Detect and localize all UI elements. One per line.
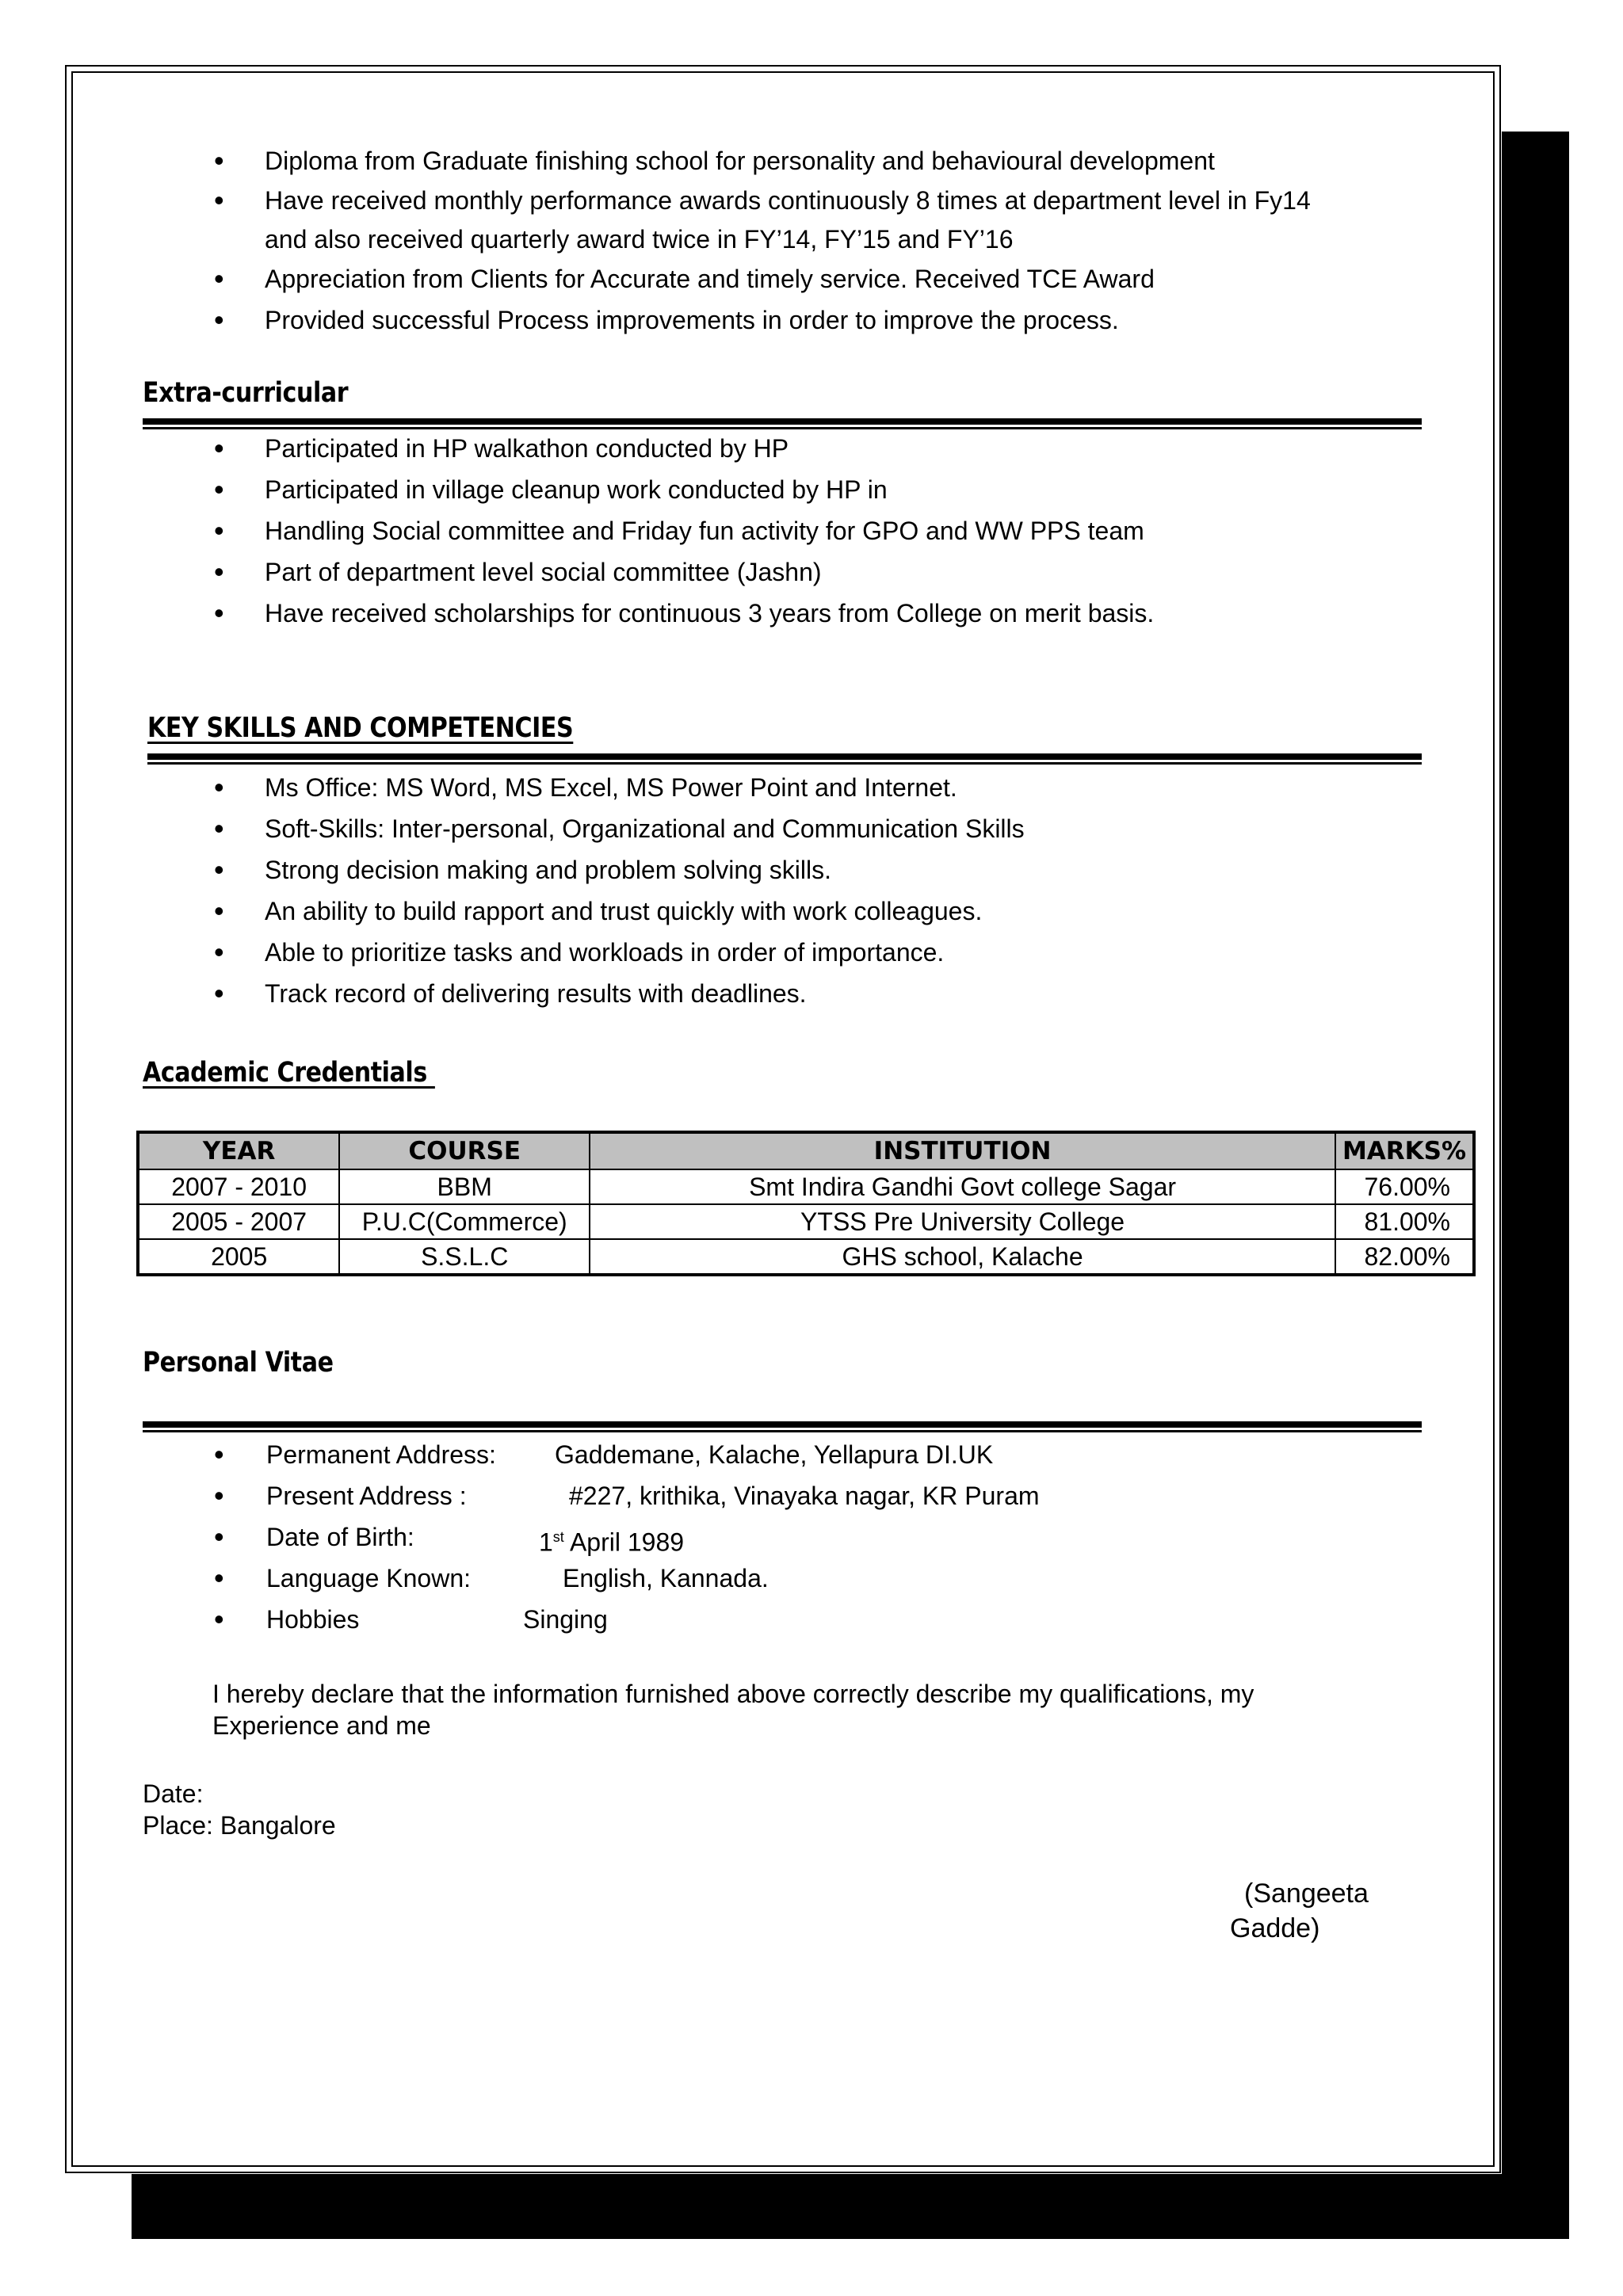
- address-label: Permanent Address:: [266, 1440, 496, 1469]
- list-item-text: Have received scholarships for continuous 3 years from College on merit basis.: [265, 599, 1155, 627]
- date-label: Date:: [143, 1779, 204, 1808]
- cell-year: 2005: [138, 1239, 339, 1275]
- column-header-marks: MARKS%: [1335, 1132, 1474, 1169]
- achievement-text: Diploma from Graduate finishing school for personality and behavioural development: [265, 147, 1215, 175]
- cell-institution: GHS school, Kalache: [590, 1239, 1335, 1275]
- bullet: •: [214, 1520, 224, 1553]
- hobbies-value: Singing: [523, 1605, 608, 1634]
- list-item: [214, 808, 1403, 849]
- dob-suffix: st: [552, 1529, 564, 1545]
- column-header-course: COURSE: [339, 1132, 590, 1169]
- section-heading-academic: Academic Credentials: [143, 1057, 435, 1089]
- place-label: Place: Bangalore: [143, 1811, 336, 1840]
- dob-rest: April 1989: [563, 1527, 685, 1557]
- achievement-text: Have received monthly performance awards continuously 8 times at department level in Fy14: [265, 186, 1311, 215]
- present-label: Present Address :: [266, 1482, 467, 1510]
- cell-year: 2005 - 2007: [138, 1204, 339, 1239]
- achievement-text: Provided successful Process improvements in order to improve the process.: [265, 306, 1119, 334]
- key-skills-list: [214, 767, 1403, 1014]
- achievement-text: and also received quarterly award twice in FY’14, FY’15 and FY’16: [265, 225, 1014, 254]
- list-item-text: Strong decision making and problem solving skills.: [265, 856, 832, 884]
- list-item-text: Track record of delivering results with deadlines.: [265, 979, 807, 1008]
- bullet: •: [214, 1438, 224, 1470]
- table-row: [138, 1169, 1474, 1204]
- list-item: [214, 299, 1403, 341]
- list-item: [214, 767, 1403, 808]
- section-rule: [147, 753, 1422, 765]
- column-header-year: YEAR: [138, 1132, 339, 1169]
- academic-table: [136, 1131, 1476, 1276]
- page-shadow-right: [1502, 132, 1569, 2174]
- list-item: [214, 849, 1403, 891]
- list-item: [214, 469, 1403, 510]
- dob-day: 1: [539, 1527, 553, 1557]
- bullet: •: [214, 1479, 224, 1512]
- cell-institution: Smt Indira Gandhi Govt college Sagar: [590, 1169, 1335, 1204]
- cell-course: BBM: [339, 1169, 590, 1204]
- list-item-text: Ms Office: MS Word, MS Excel, MS Power Point and Internet.: [265, 773, 957, 802]
- section-heading-key-skills: KEY SKILLS AND COMPETENCIES: [147, 712, 574, 744]
- list-item-text: Participated in HP walkathon conducted by HP: [265, 434, 789, 463]
- list-item: [214, 428, 1403, 469]
- dob-label: Date of Birth:: [266, 1523, 414, 1551]
- list-item: [214, 891, 1403, 932]
- cell-course: P.U.C(Commerce): [339, 1204, 590, 1239]
- cell-institution: YTSS Pre University College: [590, 1204, 1335, 1239]
- page-shadow-bottom: [132, 2174, 1569, 2239]
- bullet: •: [214, 1562, 224, 1594]
- list-item-text: An ability to build rapport and trust quickly with work colleagues.: [265, 897, 983, 925]
- section-heading-personal: Personal Vitae: [143, 1347, 334, 1379]
- language-value: English, Kannada.: [563, 1564, 769, 1592]
- signature-line-1: (Sangeeta: [1244, 1878, 1369, 1909]
- present-value: #227, krithika, Vinayaka nagar, KR Puram: [569, 1482, 1040, 1510]
- achievement-text: Appreciation from Clients for Accurate and timely service. Received TCE Award: [265, 265, 1155, 293]
- section-rule: [143, 1421, 1422, 1432]
- extra-curricular-list: [214, 428, 1403, 634]
- cell-year: 2007 - 2010: [138, 1169, 339, 1204]
- cell-marks: 76.00%: [1335, 1169, 1474, 1204]
- list-item-continuation: [214, 220, 1403, 258]
- declaration-line-2: Experience and me: [212, 1711, 431, 1740]
- list-item-text: Part of department level social committee (Jashn): [265, 558, 822, 586]
- list-item: [214, 932, 1403, 973]
- address-value: Gaddemane, Kalache, Yellapura DI.UK: [555, 1440, 994, 1469]
- list-item-text: Handling Social committee and Friday fun activity for GPO and WW PPS team: [265, 517, 1144, 545]
- list-item-text: Soft-Skills: Inter-personal, Organizational and Communication Skills: [265, 814, 1025, 843]
- signature-line-2: Gadde): [1230, 1913, 1320, 1943]
- table-row: [138, 1204, 1474, 1239]
- list-item-text: Participated in village cleanup work conducted by HP in: [265, 475, 888, 504]
- cell-marks: 81.00%: [1335, 1204, 1474, 1239]
- bullet: •: [214, 1603, 224, 1635]
- dob-value: [539, 1516, 684, 1563]
- language-label: Language Known:: [266, 1564, 471, 1592]
- declaration-line-1: I hereby declare that the information furnished above correctly describe my qualifications, my: [212, 1680, 1254, 1708]
- section-heading-extra-curricular: Extra-curricular: [143, 377, 349, 409]
- column-header-institution: INSTITUTION: [590, 1132, 1335, 1169]
- table-row: [138, 1239, 1474, 1275]
- cell-course: S.S.L.C: [339, 1239, 590, 1275]
- table-header-row: [138, 1132, 1474, 1169]
- list-item: [214, 510, 1403, 551]
- achievements-list: [214, 141, 1403, 341]
- list-item: [214, 551, 1403, 593]
- list-item: [214, 141, 1403, 181]
- list-item: [214, 258, 1403, 299]
- hobbies-label: Hobbies: [266, 1605, 360, 1634]
- list-item: [214, 181, 1403, 220]
- list-item: [214, 593, 1403, 634]
- list-item: [214, 973, 1403, 1014]
- list-item-text: Able to prioritize tasks and workloads in order of importance.: [265, 938, 945, 967]
- cell-marks: 82.00%: [1335, 1239, 1474, 1275]
